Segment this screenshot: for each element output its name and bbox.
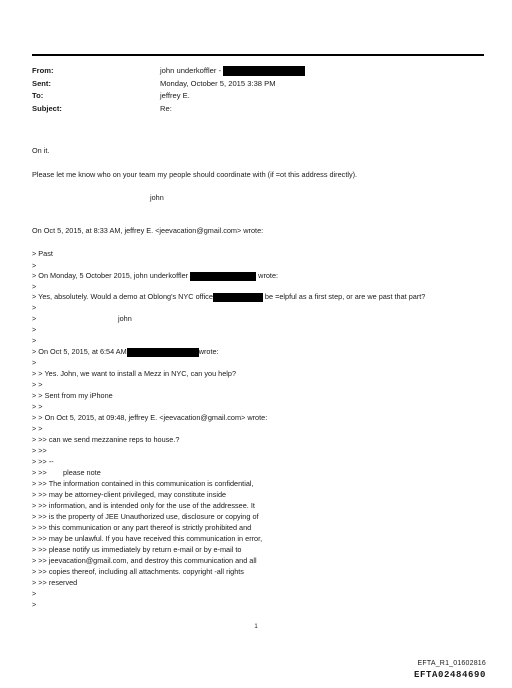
body-line: On Oct 5, 2015, at 8:33 AM, jeffrey E. <jeevacation@gmail.com> wrote:	[32, 226, 264, 235]
quoted-signature: john	[118, 314, 132, 323]
quoted-line: > On Oct 5, 2015, at 6:54 AM wrote:	[32, 347, 219, 356]
quoted-line: > Past	[32, 249, 53, 258]
quoted-line: >	[32, 282, 37, 291]
quoted-line: > >>	[32, 446, 47, 455]
disclaimer-line: > >> copies thereof, including all attachments. copyright -all rights	[32, 567, 244, 576]
from-label: From:	[32, 66, 54, 75]
disclaimer-line: > >> this communication or any part thereof is strictly prohibited and	[32, 523, 252, 532]
sent-row	[32, 78, 482, 91]
from-row: From: john underkoffler -	[32, 65, 482, 78]
from-value: john underkoffler	[160, 66, 217, 75]
sent-value: Monday, October 5, 2015 3:38 PM	[160, 78, 276, 88]
disclaimer-line: > >> is the property of JEE Unauthorized use, disclosure or copying of	[32, 512, 259, 521]
redaction-box	[223, 66, 305, 76]
quoted-line: > Yes, absolutely. Would a demo at Oblong's NYC office be =elpful as a first step, or are we past that part?	[32, 292, 426, 301]
body-line: Please let me know who on your team my people should coordinate with (if =ot this address directly).	[32, 170, 358, 179]
quoted-line: > > Sent from my iPhone	[32, 391, 113, 400]
email-header	[32, 65, 482, 115]
disclaimer-line: > >> The information contained in this communication is confidential,	[32, 479, 254, 488]
header-divider	[32, 54, 484, 56]
body-line: On it.	[32, 146, 50, 155]
quoted-line: >	[32, 303, 37, 312]
signature-line: john	[150, 193, 164, 202]
subject-value: Re:	[160, 103, 172, 113]
quoted-line: >	[32, 589, 37, 598]
quoted-line: > >> --	[32, 457, 54, 466]
redaction-box	[127, 348, 199, 357]
sent-label: Sent:	[32, 78, 51, 88]
quoted-line: >	[32, 358, 37, 367]
bates-reference-2: EFTA02484690	[413, 670, 486, 680]
quoted-line: > >	[32, 380, 43, 389]
subject-label: Subject:	[32, 103, 62, 113]
quoted-line: > >	[32, 402, 43, 411]
disclaimer-line: > >> information, and is intended only for the use of the addressee. It	[32, 501, 255, 510]
quoted-line: > >	[32, 424, 43, 433]
quoted-line: >	[32, 325, 37, 334]
to-row	[32, 90, 482, 103]
quoted-line: > > On Oct 5, 2015, at 09:48, jeffrey E. <jeevacation@gmail.com> wrote:	[32, 413, 268, 422]
redaction-box	[190, 272, 256, 281]
to-value: jeffrey E.	[160, 91, 190, 101]
quoted-line: > >> please note	[32, 468, 101, 477]
quoted-line: >	[32, 261, 37, 270]
disclaimer-line: > >> may be attorney-client privileged, may constitute inside	[32, 490, 227, 499]
redaction-box	[213, 293, 263, 302]
quoted-line: >	[32, 336, 37, 345]
page-number: 1	[254, 624, 258, 630]
disclaimer-line: > >> reserved	[32, 578, 78, 587]
quoted-line: > > Yes. John, we want to install a Mezz in NYC, can you help?	[32, 369, 237, 378]
quoted-line: > >> can we send mezzanine reps to house.?	[32, 435, 180, 444]
quoted-line: > On Monday, 5 October 2015, john underkoffler wrote:	[32, 271, 279, 280]
disclaimer-line: > >> may be unlawful. If you have received this communication in error,	[32, 534, 263, 543]
subject-row	[32, 103, 482, 116]
disclaimer-line: > >> please notify us immediately by return e-mail or by e-mail to	[32, 545, 242, 554]
to-label: To:	[32, 91, 44, 101]
bates-reference-1: EFTA_R1_01602816	[417, 660, 486, 667]
quoted-line: >	[32, 600, 37, 609]
quoted-line: >	[32, 314, 37, 323]
disclaimer-line: > >> jeevacation@gmail.com, and destroy this communication and all	[32, 556, 257, 565]
